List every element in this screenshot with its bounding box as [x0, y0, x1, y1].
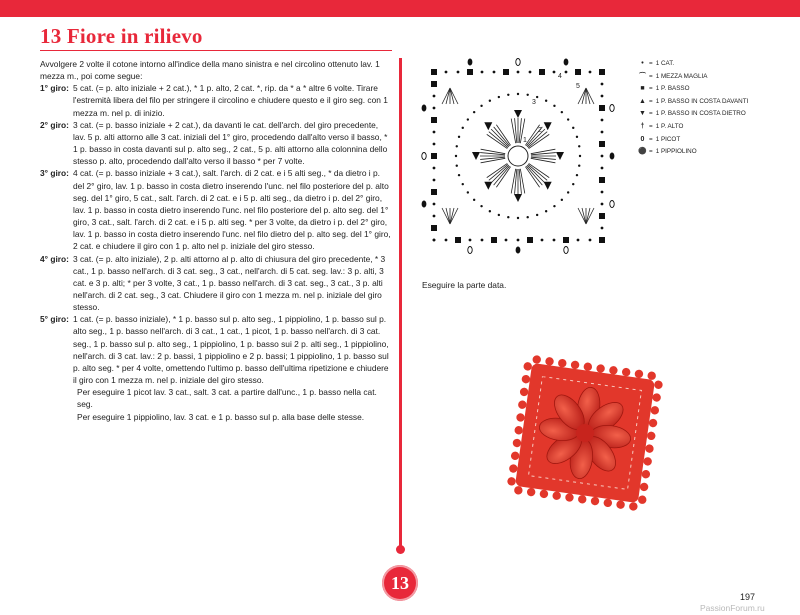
chain-dot-mark — [517, 71, 520, 74]
legend-row — [637, 58, 748, 71]
chain-dot-mark — [458, 174, 460, 176]
double-crochet-mark — [489, 164, 508, 180]
chain-dot-mark — [553, 71, 556, 74]
chain-dot-mark — [433, 107, 436, 110]
chain-dot-mark — [489, 210, 491, 212]
round-label: 1° giro: — [40, 83, 69, 94]
picot-bump — [648, 418, 657, 427]
picot-bump — [643, 457, 652, 466]
chain-dot-mark — [545, 100, 547, 102]
chain-dot-mark — [480, 205, 482, 207]
chain-dot-mark — [507, 94, 509, 96]
legend-row — [637, 121, 748, 134]
chain-dot-mark — [517, 93, 519, 95]
double-crochet-mark — [527, 165, 545, 183]
double-crochet-mark — [450, 88, 454, 104]
pippiolino-mark — [564, 59, 569, 66]
chain-dot-mark — [498, 96, 500, 98]
pippiolino-mark — [422, 105, 427, 112]
round-1 — [40, 82, 392, 118]
picot-bump — [510, 451, 519, 460]
picot-bump — [514, 426, 523, 435]
double-crochet-mark — [442, 208, 450, 224]
chain-dot-mark — [572, 183, 574, 185]
chain-dot-mark — [433, 239, 436, 242]
picot-bump — [639, 482, 648, 491]
legend-equals: = — [649, 85, 653, 93]
picot-bump — [647, 371, 656, 380]
pattern-number-badge: 13 — [382, 565, 418, 601]
chain-dot-mark — [517, 217, 519, 219]
double-crochet-mark — [442, 88, 450, 104]
chain-dot-mark — [541, 239, 544, 242]
legend-row — [637, 71, 748, 84]
chain-dot-mark — [493, 71, 496, 74]
double-crochet-mark — [582, 88, 586, 104]
chain-dot-mark — [517, 239, 520, 242]
double-crochet-mark — [586, 88, 594, 104]
slip-stitch-arc-icon: ⌒ — [639, 72, 646, 80]
picot-mark — [610, 201, 614, 208]
picot-bump — [641, 469, 650, 478]
chain-dot-mark — [505, 239, 508, 242]
round-text: 5 cat. (= p. alto iniziale + 2 cat.), * 1 p. alto, 2 cat. *, rip. da * a * altre 6 volte. Tirare l'estremità libera del filo per stringere il circolino e chiudere questo e il giro seg. con 1 mezza m. nel p. di inizio. — [73, 83, 388, 118]
single-crochet-mark — [431, 81, 437, 87]
round-5 — [40, 313, 392, 386]
legend-equals: = — [649, 97, 653, 105]
legend-label: 1 P. BASSO IN COSTA DAVANTI — [655, 97, 749, 105]
round-label: 3° giro: — [40, 168, 69, 179]
chain-dot-mark — [456, 164, 458, 166]
double-crochet-mark — [494, 127, 510, 146]
chain-dot-mark — [561, 199, 563, 201]
picot-bump — [516, 413, 525, 422]
picot-bump — [552, 491, 561, 500]
picot-bump — [558, 358, 567, 367]
picot-bump — [532, 355, 541, 364]
chain-dot-mark — [536, 214, 538, 216]
chain-dot-mark — [601, 83, 604, 86]
chain-dot-mark — [456, 145, 458, 147]
chain-dot-mark — [576, 174, 578, 176]
chain-dot-mark — [561, 111, 563, 113]
front-post-mark — [472, 152, 480, 160]
legend-label: 1 PIPPIOLINO — [655, 148, 697, 156]
divider-end-dot — [396, 545, 405, 554]
watermark: PassionForum.ru — [700, 603, 765, 613]
round-label: 5° giro: — [40, 314, 69, 325]
legend-equals: = — [649, 148, 653, 156]
double-crochet-mark — [446, 208, 450, 224]
triangle-down-icon: ▼ — [639, 110, 646, 118]
round-number-3: 3 — [532, 99, 536, 106]
double-crochet-mark — [578, 208, 586, 224]
round-number-4: 4 — [558, 73, 562, 80]
chain-dot-mark — [576, 136, 578, 138]
chain-dot-mark — [469, 239, 472, 242]
single-crochet-mark — [599, 177, 605, 183]
legend-equals: = — [649, 60, 653, 67]
double-crochet-mark — [526, 166, 542, 185]
picot-bump — [634, 369, 643, 378]
picot-bump — [519, 387, 528, 396]
front-post-mark — [556, 152, 564, 160]
chain-dot-mark — [433, 131, 436, 134]
chain-dot-mark — [572, 127, 574, 129]
picot-bump — [650, 406, 659, 415]
chain-dot-mark — [601, 227, 604, 230]
chain-dot-mark — [601, 167, 604, 170]
picot-bump — [616, 500, 625, 509]
picot-bump — [621, 367, 630, 376]
double-crochet-mark — [586, 208, 590, 224]
pippiolino-mark — [468, 59, 473, 66]
picot-loop-icon: 0 — [640, 135, 645, 143]
picot-mark — [422, 153, 426, 160]
picot-bump — [526, 487, 535, 496]
single-crochet-mark — [599, 141, 605, 147]
double-crochet-mark — [450, 88, 458, 104]
legend-label: 1 P. BASSO — [655, 85, 690, 93]
single-crochet-mark — [431, 225, 437, 231]
intro-paragraph: Avvolgere 2 volte il cotone intorno all'indice della mano sinistra e nel circolino ottenuto lav. 1 mezza m., poi come segue: — [40, 59, 380, 82]
chain-dot-mark — [433, 71, 436, 74]
legend-label: 1 MEZZA MAGLIA — [655, 72, 708, 80]
chain-dot-mark — [455, 155, 457, 157]
front-post-mark — [544, 182, 552, 190]
chain-dot-mark — [536, 96, 538, 98]
pippiolino-mark — [610, 153, 615, 160]
picot-bump — [583, 362, 592, 371]
chain-dot-mark — [601, 203, 604, 206]
single-crochet-mark — [431, 117, 437, 123]
picot-bump — [645, 444, 654, 453]
chain-dot-mark — [481, 239, 484, 242]
legend-label: 1 PICOT — [655, 135, 681, 143]
legend-row — [637, 146, 748, 159]
crochet-chart-diagram — [420, 58, 616, 254]
pippiolino-drop-icon: ⚫ — [638, 148, 647, 156]
round-number-2: 2 — [538, 127, 542, 134]
chain-dot-mark — [467, 191, 469, 193]
chain-dot-mark — [445, 239, 448, 242]
legend-equals: = — [649, 135, 653, 143]
chain-dot-mark — [529, 71, 532, 74]
chain-dot-mark — [526, 216, 528, 218]
legend-row — [637, 134, 748, 147]
round-text: 3 cat. (= p. basso iniziale + 2 cat.), da davanti le cat. dell'arch. del giro precedente, lav. 5 p. alti attorno alle 3 cat. iniziali del 1° giro, procedendo dall'alto verso il basso, * 1 p. basso in costa davanti sul p. alto seg., 2 cat., 5 p. alti attorno alla colonnina dello stesso p. alto, procedendo dall'alto verso il basso * per 7 volte. — [73, 119, 388, 167]
chain-dot-icon: • — [641, 60, 644, 67]
chain-dot-mark — [578, 145, 580, 147]
picot-bump — [629, 502, 638, 511]
chain-dot-mark — [601, 119, 604, 122]
pippiolino-note: Per eseguire 1 pippiolino, lav. 3 cat. e 1 p. basso sul p. alla base delle stesse. — [77, 411, 365, 422]
picot-bump — [539, 489, 548, 498]
single-crochet-mark — [455, 237, 461, 243]
single-crochet-mark — [503, 69, 509, 75]
chain-dot-mark — [589, 239, 592, 242]
legend-label: 1 CAT. — [655, 60, 675, 67]
double-crochet-mark — [528, 132, 547, 148]
double-crochet-mark — [527, 129, 545, 147]
title-underline — [40, 50, 392, 51]
picot-mark — [516, 59, 520, 66]
picot-bump — [654, 380, 663, 389]
single-crochet-mark — [491, 237, 497, 243]
pippiolino-mark — [516, 247, 521, 254]
picot-bump — [518, 400, 527, 409]
picot-bump — [507, 477, 516, 486]
chain-dot-mark — [565, 71, 568, 74]
legend-row — [637, 108, 748, 121]
picot-bump — [603, 498, 612, 507]
chain-dot-mark — [498, 214, 500, 216]
chain-dot-mark — [601, 95, 604, 98]
front-post-mark — [514, 194, 522, 202]
round-3 — [40, 167, 392, 252]
chain-dot-mark — [467, 118, 469, 120]
double-crochet-mark — [578, 88, 586, 104]
double-crochet-mark — [450, 208, 454, 224]
double-crochet-mark — [528, 164, 547, 180]
picot-bump — [512, 438, 521, 447]
legend-label: 1 P. ALTO — [655, 122, 684, 130]
chain-dot-mark — [458, 136, 460, 138]
single-crochet-mark — [599, 213, 605, 219]
legend-equals: = — [649, 110, 653, 118]
single-crochet-mark — [527, 237, 533, 243]
chain-dot-mark — [545, 210, 547, 212]
picot-note: Per eseguire 1 picot lav. 3 cat., salt. 3 cat. a partire dall'unc., 1 p. basso nella cat. seg. — [77, 387, 377, 410]
single-crochet-mark — [575, 69, 581, 75]
instructions-column — [40, 58, 392, 423]
column-divider — [399, 58, 402, 546]
chain-dot-mark — [433, 179, 436, 182]
picot-mark — [564, 247, 568, 254]
chain-dot-mark — [601, 131, 604, 134]
picot-bump — [514, 486, 523, 495]
single-crochet-mark — [431, 153, 437, 159]
chain-dot-mark — [489, 100, 491, 102]
double-crochet-mark — [491, 129, 509, 147]
double-crochet-mark — [446, 88, 450, 104]
top-color-bar — [0, 0, 800, 17]
round-text: 3 cat. (= p. alto iniziale), 2 p. alti attorno al p. alto di chiusura del giro precedente, * 3 cat., 1 p. basso nell'arch. di 3 cat. seg., 3 cat., nell'arch. di 5 cat. seg. lav.: 3 p. alti, 3 cat. e 3 p. alti; * per 3 volte, 3 cat., 1 p. basso nell'arch. di 3 cat. seg., 3 cat., 3 p. alti nell'arch. di 2 cat. seg., 3 cat. Chiudere il giro con 1 mezza m. nel p. iniziale del giro stesso. — [73, 253, 386, 313]
round-4 — [40, 253, 392, 314]
chain-dot-mark — [457, 71, 460, 74]
double-crochet-mark — [494, 166, 510, 185]
picot-bump — [652, 393, 661, 402]
page-title: 13 Fiore in rilievo — [40, 24, 203, 48]
diagram-caption: Eseguire la parte data. — [422, 280, 507, 290]
picot-bump — [647, 431, 656, 440]
symbol-legend — [637, 58, 748, 159]
chain-dot-mark — [433, 203, 436, 206]
legend-equals: = — [649, 72, 653, 80]
picot-bump — [609, 366, 618, 375]
round-2 — [40, 119, 392, 168]
picot-bump — [590, 496, 599, 505]
pippiolino-mark — [422, 201, 427, 208]
chain-dot-mark — [433, 143, 436, 146]
chain-dot-mark — [462, 183, 464, 185]
picot-mark — [468, 247, 472, 254]
page-number: 197 — [740, 592, 756, 602]
picot-bump — [565, 493, 574, 502]
chain-dot-mark — [601, 155, 604, 158]
chain-dot-mark — [567, 191, 569, 193]
chain-dot-mark — [578, 164, 580, 166]
crochet-motif-photo — [495, 338, 675, 528]
round-text: 4 cat. (= p. basso iniziale + 3 cat.), salt. l'arch. di 2 cat. e i 5 alti seg., * da dietro i p. del 2° giro, lav. 1 p. basso in costa dietro inserendo l'unc. nel filo posteriore del p. alto seg. del 1° giro, 5 cat., salt. l'arch. di 2 cat. e i 5 p. alti seg., da dietro i p. del 2° giro, lav. 1 p. basso in costa dietro inserendo l'unc. nel filo posteriore del p. alto seg. del 1° giro, 3 cat., salt. l'arch. di 2 cat. e i 5 p. alti seg. * per 3 volte, da dietro i p. del 2° giro, lav. 1 p. basso in costa dietro inserendo l'unc. nel filo dietro del p. alto seg. del 1° giro, 2 cat. e chiudere il giro con 1 p. alto nel p. iniziale del giro stesso. — [73, 168, 391, 252]
legend-equals: = — [649, 122, 653, 130]
single-crochet-mark — [539, 69, 545, 75]
chain-dot-mark — [433, 215, 436, 218]
square-icon: ■ — [640, 85, 645, 93]
chain-dot-mark — [433, 167, 436, 170]
chain-dot-mark — [462, 127, 464, 129]
legend-row — [637, 96, 748, 109]
round-number-1: 1 — [523, 137, 527, 144]
round-number-5: 5 — [576, 83, 580, 90]
picot-bump — [521, 374, 530, 383]
double-crochet-mark — [489, 132, 508, 148]
chain-dot-mark — [473, 111, 475, 113]
chain-dot-mark — [553, 105, 555, 107]
double-crochet-mark — [491, 165, 509, 183]
double-crochet-mark — [582, 208, 586, 224]
chain-dot-mark — [553, 205, 555, 207]
double-crochet-mark — [586, 208, 594, 224]
chain-dot-mark — [445, 71, 448, 74]
front-post-mark — [484, 122, 492, 130]
chain-dot-mark — [579, 155, 581, 157]
single-crochet-mark — [431, 189, 437, 195]
cross-stitch-icon: † — [640, 122, 645, 130]
picot-bump — [578, 495, 587, 504]
picot-bump — [638, 495, 647, 504]
legend-label: 1 P. BASSO IN COSTA DIETRO — [655, 110, 746, 118]
chain-dot-mark — [601, 71, 604, 74]
chain-dot-mark — [481, 71, 484, 74]
picot-bump — [509, 464, 518, 473]
chart-symbols — [422, 59, 615, 254]
round-text: 1 cat. (= p. basso iniziale), * 1 p. basso sul p. alto seg., 1 pippiolino, 1 p. basso sul p. alto seg., 1 p. basso nell'arch. di 3 cat., 1 cat., 1 picot, 1 p. basso nell'arch. di 3 cat. seg., 1 p. basso sul p. alto seg., 1 pippiolino, 1 p. basso sui 2 p. alti seg., 1 pippiolino, nell'arch. di 3 cat. lav.: 2 p. bassi, 1 pippiolino e 2 p. bassi; 1 pippiolino, 1 p. basso sul p. alto seg. * per 4 volte, omettendo l'ultimo p. basso dell'ultima ripetizione e chiudere il giro con 1 mezza m. nel p. iniziale del giro stesso. — [73, 314, 389, 386]
chain-dot-mark — [577, 239, 580, 242]
chain-dot-mark — [553, 239, 556, 242]
picot-bump — [545, 357, 554, 366]
double-crochet-mark — [586, 88, 590, 104]
round-label: 4° giro: — [40, 253, 69, 264]
chain-dot-mark — [526, 94, 528, 96]
chain-dot-mark — [601, 239, 604, 242]
picot-mark — [610, 105, 614, 112]
triangle-up-icon: ▲ — [639, 97, 646, 105]
chain-dot-mark — [473, 199, 475, 201]
chain-dot-mark — [601, 191, 604, 194]
picot-bump — [596, 364, 605, 373]
chain-dot-mark — [480, 105, 482, 107]
chain-dot-mark — [507, 216, 509, 218]
chain-dot-mark — [589, 71, 592, 74]
front-post-mark — [514, 110, 522, 118]
chain-dot-mark — [567, 118, 569, 120]
picot-bump — [570, 360, 579, 369]
round-label: 2° giro: — [40, 119, 69, 130]
single-crochet-mark — [467, 69, 473, 75]
double-crochet-mark — [450, 208, 458, 224]
single-crochet-mark — [563, 237, 569, 243]
front-post-mark — [544, 122, 552, 130]
single-crochet-mark — [599, 105, 605, 111]
front-post-mark — [484, 182, 492, 190]
chain-dot-mark — [433, 95, 436, 98]
legend-row — [637, 83, 748, 96]
picot-bump — [523, 362, 532, 371]
magic-ring — [508, 146, 528, 166]
